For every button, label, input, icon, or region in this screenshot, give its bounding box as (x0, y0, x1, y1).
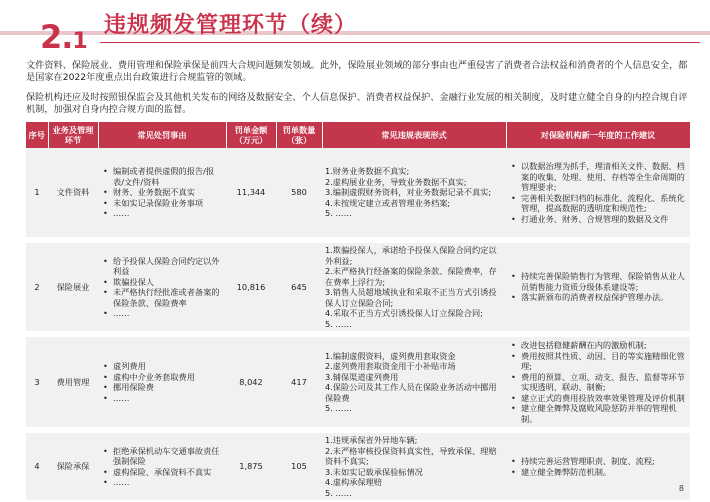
advice-item: • 持续完善保险销售行为管理、保险销售从业人员销售能力资质分级体系建设等; (509, 271, 687, 292)
header-area: 业务及管理环节 (48, 122, 98, 148)
row-reasons (98, 334, 226, 430)
row-no: 4 (26, 430, 48, 502)
form-item: 4.未按规定建立或者管理业务档案; (325, 197, 451, 208)
row-reasons (98, 240, 226, 334)
header-forms: 常见违规表现形式 (322, 122, 506, 148)
row-area: 保险承保 (48, 430, 98, 502)
form-item: 1.违规承保省外异地车辆; (325, 435, 418, 445)
row-advice (506, 334, 690, 430)
title-underline (100, 42, 700, 43)
row-amount: 1,875 (226, 430, 276, 502)
row-area: 文件资料 (48, 148, 98, 240)
reason-item: • 拒绝承保机动车交通事故责任强制保险 (101, 446, 223, 467)
row-no: 2 (26, 240, 48, 334)
violations-table (26, 122, 691, 502)
row-area: 费用管理 (48, 334, 98, 430)
row-advice (506, 430, 690, 502)
advice-item: • 以数据治理为抓手，理清相关文件、数据、档案的收集、处理、使用、存档等全生命周期的管理要求; (509, 161, 687, 193)
table-row (26, 240, 690, 334)
reason-item: • …… (101, 393, 223, 404)
page-header (0, 0, 710, 58)
advice-item: • 打通业务、财务、合规管理的数据及文件 (509, 214, 687, 225)
row-count: 645 (276, 240, 322, 334)
page-number: 8 (678, 484, 684, 493)
reason-item: • 虚构中介业务套取费用 (101, 372, 223, 383)
row-advice (506, 148, 690, 240)
row-reasons (98, 430, 226, 502)
reason-item: • 虚列费用 (101, 361, 223, 372)
row-count: 580 (276, 148, 322, 240)
row-forms (322, 430, 506, 502)
row-amount: 10,816 (226, 240, 276, 334)
row-forms (322, 334, 506, 430)
advice-item: • 建立健全舞弊防范机制。 (509, 467, 687, 478)
section-number: 2.1 (40, 18, 87, 56)
intro-paragraph-2: 保险机构还应及时按照银保监会及其他机关发布的网络及数据安全、个人信息保护、消费者权益保护、金融行业发展的相关制度，及时建立健全自身的内控合规自评机制，加强对自身内控合规方面的监督。 (26, 92, 688, 115)
header-reasons: 常见处罚事由 (98, 122, 226, 148)
page-title: 违规频发管理环节（续） (104, 13, 358, 38)
form-item: 2.未严格审核投保资料真实性，导致承保、理赔资料不真实; (325, 445, 497, 466)
row-amount: 11,344 (226, 148, 276, 240)
advice-item: • 持续完善运营管理职责、制度、流程; (509, 456, 687, 467)
reason-item: • 挪用保险费 (101, 382, 223, 393)
row-reasons (98, 148, 226, 240)
reason-item: • 未严格执行经批准或者备案的保险条款、保险费率 (101, 287, 223, 308)
header-count: 罚单数量（张） (276, 122, 322, 148)
advice-item: • 费用按照其性质、动因、目的等实施精细化管理; (509, 351, 687, 372)
form-item: 3.未如实记载承保验标情况 (325, 466, 423, 477)
row-forms (322, 240, 506, 334)
row-advice (506, 240, 690, 334)
reason-item: • 欺骗投保人 (101, 277, 223, 288)
table-header-row (26, 122, 690, 148)
row-amount: 8,042 (226, 334, 276, 430)
advice-item: • 建立正式的费用投放效率效果管理及评价机制 (509, 393, 687, 404)
form-item: 5. …… (325, 403, 352, 413)
reason-item: • …… (101, 308, 223, 319)
row-no: 3 (26, 334, 48, 430)
form-item: 2.虚列费用套取资金用于小补贴市场 (325, 361, 456, 371)
reason-item: • 虚构保险、承保资料不真实 (101, 467, 223, 478)
row-area: 保险展业 (48, 240, 98, 334)
reason-item: • 给予投保人保险合同约定以外利益 (101, 256, 223, 277)
reason-item: • 未如实记录保险业务事项 (101, 198, 223, 209)
reason-item: • 编制或者提供虚假的报告/报表/文件/资料 (101, 166, 223, 187)
form-item: 4.保险公司及其工作人员在保险业务活动中挪用保险费 (325, 382, 497, 403)
reason-item: • 财务、业务数据不真实 (101, 187, 223, 198)
reason-item: • …… (101, 477, 223, 488)
form-item: 4.采取不正当方式引诱投保人订立保险合同; (325, 308, 483, 318)
form-item: 2.未严格执行经备案的保险条款、保险费率，存在费率上浮行为; (325, 266, 497, 287)
header-amount: 罚单金额（万元） (226, 122, 276, 148)
form-item: 1.财务业务数据不真实; (325, 166, 410, 177)
reason-item: • …… (101, 208, 223, 219)
table-row (26, 430, 690, 502)
table-row (26, 148, 690, 240)
row-no: 1 (26, 148, 48, 240)
advice-item: • 建立健全舞弊及腐败风险惩防并举的管理机制。 (509, 403, 687, 424)
form-item: 2.虚构展业业务，导致业务数据不真实; (325, 176, 467, 187)
row-forms (322, 148, 506, 240)
advice-item: • 完善相关数据归档的标准化、流程化、系统化管理，提高数据的透明度和规范性; (509, 193, 687, 214)
form-item: 5. …… (325, 487, 352, 498)
form-item: 3.编制虚假财务资料，对业务数据记录不真实; (325, 187, 492, 198)
form-item: 5. …… (325, 208, 352, 219)
table-row (26, 334, 690, 430)
form-item: 5. …… (325, 318, 352, 329)
row-count: 105 (276, 430, 322, 502)
form-item: 1.编制虚假资料，虚列费用套取资金 (325, 350, 456, 361)
form-item: 1.欺骗投保人，承诺给予投保人保险合同约定以外利益; (325, 245, 497, 266)
form-item: 3.销售人员超地域执业和采取不正当方式引诱投保人订立保险合同; (325, 287, 497, 308)
form-item: 3.辅保渠道虚列费用 (325, 371, 399, 382)
advice-item: • 落实新颁布的消费者权益保护管理办法。 (509, 292, 687, 303)
form-item: 4.虚构承保理赔 (325, 477, 382, 487)
advice-item: • 费用的预算、立项、动支、报告、监督等环节实现透明、联动、制衡; (509, 372, 687, 393)
intro-paragraph-1: 文件资料、保险展业、费用管理和保险承保是前四大合规问题频发领域。此外，保险展业领域的部分事由也严重侵害了消费者合法权益和消费者的个人信息安全，都是国家在2022年度重点出台政策进行合规监管的领域。 (26, 60, 688, 83)
advice-item: • 改进包括稳健薪酬在内的激励机制; (509, 340, 687, 351)
header-advice: 对保险机构新一年度的工作建议 (506, 122, 690, 148)
header-no: 序号 (26, 122, 48, 148)
row-count: 417 (276, 334, 322, 430)
